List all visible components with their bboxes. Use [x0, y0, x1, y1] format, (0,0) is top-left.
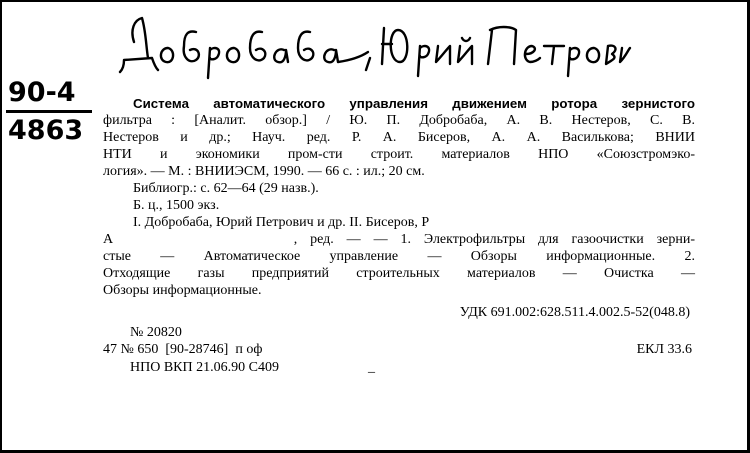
tracing-line-2: А , ред. — — 1. Электрофильтры для газоочистки зерни-	[103, 232, 695, 247]
tracing-line-3: стые — Автоматическое управление — Обзоры информационные. 2.	[103, 249, 695, 264]
tracing-line-5: Обзоры информационные.	[103, 283, 262, 298]
handwritten-author-signature	[112, 12, 632, 82]
card-border-left	[0, 0, 2, 453]
tracing-line-1: I. Добробаба, Юрий Петрович и др. II. Бисеров, Р	[133, 215, 430, 230]
price-note: Б. ц., 1500 экз.	[133, 198, 220, 213]
order-line: 47 № 650 [90-28746] п оф	[103, 342, 263, 357]
description-line-1: фильтра : [Аналит. обзор.] / Ю. П. Добробаба, А. В. Нестеров, С. В.	[103, 113, 695, 128]
shelf-mark-divider	[6, 110, 92, 113]
shelf-mark-top: 90-4	[8, 77, 76, 108]
title-line: Система автоматического управления движением ротора зернистого	[133, 96, 695, 111]
shelf-mark-bottom: 4863	[8, 115, 84, 146]
description-line-4: логия». — М. : ВНИИЭСМ, 1990. — 66 с. : ил.; 20 см.	[103, 164, 425, 179]
bibliographic-description	[103, 95, 695, 299]
ekl-code: ЕКЛ 33.6	[636, 342, 692, 357]
bibliography-note: Библиогр.: с. 62—64 (29 назв.).	[133, 181, 319, 196]
tracing-line-4: Отходящие газы предприятий строительных материалов — Очистка —	[103, 266, 695, 281]
description-line-3: НТИ и экономики пром-сти строит. материалов НПО «Союзстромэко-	[103, 147, 695, 162]
registration-number: № 20820	[130, 325, 182, 340]
npo-line: НПО ВКП 21.06.90 С409	[130, 360, 279, 375]
trailing-dash: _	[368, 360, 375, 375]
card-border-top	[0, 0, 750, 2]
description-line-2: Нестеров и др.; Науч. ред. Р. А. Бисеров, А. А. Василькова; ВНИИ	[103, 130, 695, 145]
udk-code: УДК 691.002:628.511.4.002.5-52(048.8)	[459, 305, 690, 320]
shelf-mark	[6, 78, 96, 146]
